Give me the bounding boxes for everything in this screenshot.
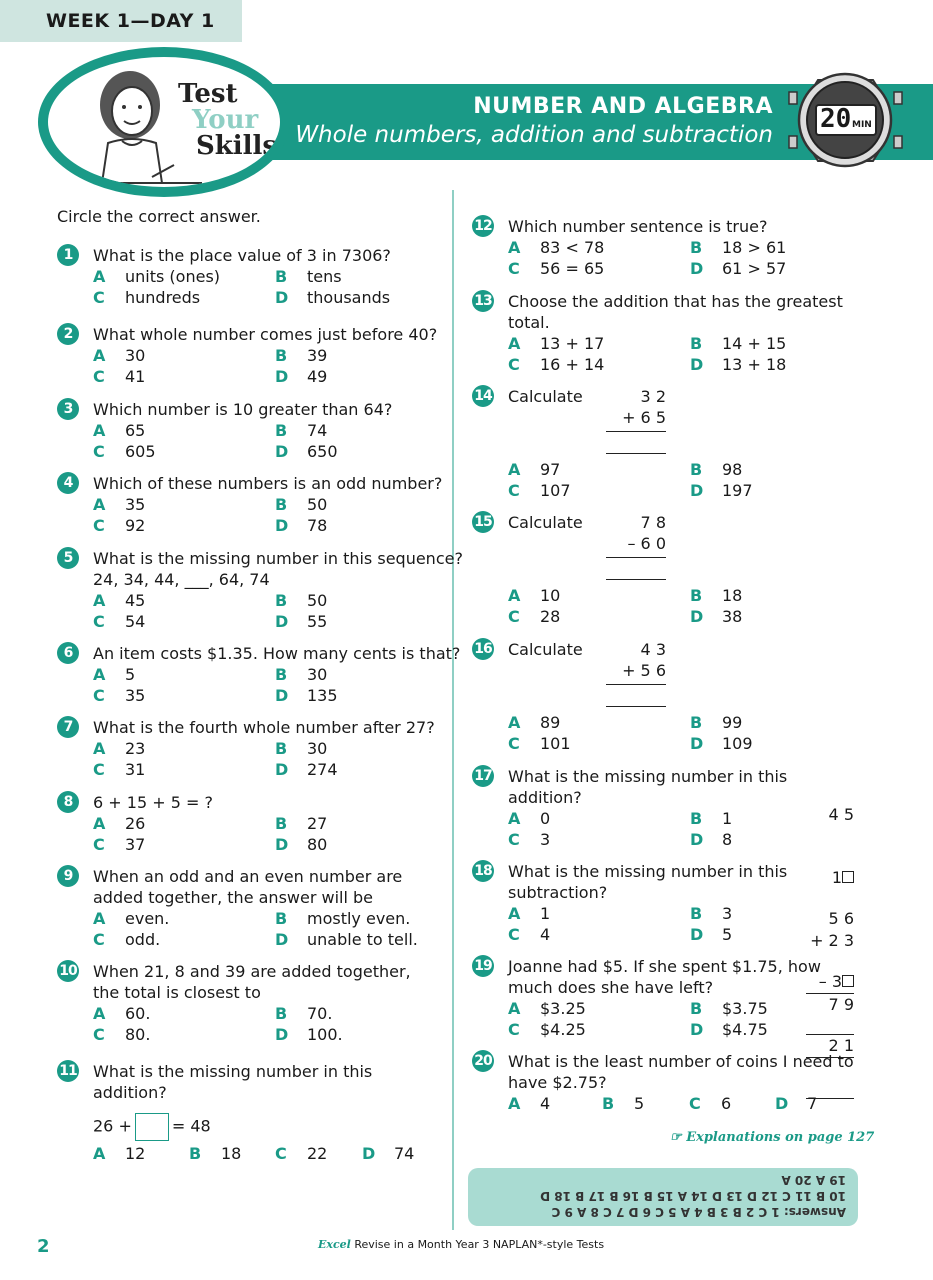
calc-line-1: 4 3 — [640, 640, 666, 659]
option-d[interactable]: D 13 + 18 — [690, 355, 787, 374]
equation — [93, 1113, 372, 1141]
question-1 — [63, 245, 391, 308]
explanations-text: Explanations on page 127 — [686, 1130, 875, 1145]
option-c[interactable]: C 6 — [689, 1094, 732, 1113]
topic-subtitle: Whole numbers, addition and subtraction — [295, 122, 773, 148]
question-5 — [63, 548, 463, 632]
option-a[interactable]: A 83 < 78 — [508, 238, 605, 257]
option-d[interactable]: D 100. — [275, 1025, 343, 1044]
question-9 — [63, 866, 418, 950]
question-number: 18 — [472, 860, 494, 882]
option-c[interactable]: C 92 — [93, 516, 146, 535]
option-d[interactable]: D 78 — [275, 516, 328, 535]
logo-text — [178, 81, 277, 159]
option-d[interactable]: D 74 — [362, 1144, 415, 1163]
question-text-line-2: subtraction? — [508, 883, 608, 902]
vert-line-3: + 2 3 — [810, 931, 854, 950]
option-a[interactable]: A units (ones) — [93, 267, 221, 286]
question-text: What whole number comes just before 40? — [93, 325, 438, 344]
vert-line-2: – 3 — [806, 971, 854, 992]
option-c[interactable]: C 37 — [93, 835, 146, 854]
question-20 — [474, 1051, 854, 1114]
calc-line-2: + 5 6 — [622, 661, 666, 680]
option-d[interactable]: D 650 — [275, 442, 338, 461]
option-b[interactable]: B 30 — [275, 665, 328, 684]
vert-line-4: 7 9 — [806, 993, 854, 1015]
option-b[interactable]: B 18 > 61 — [690, 238, 787, 257]
calc-rule — [606, 684, 666, 685]
question-text-line-2: 24, 34, 44, ___, 64, 74 — [93, 570, 270, 589]
option-d[interactable]: D 49 — [275, 367, 328, 386]
question-text: 6 + 15 + 5 = ? — [93, 793, 213, 812]
equation-right: = 48 — [171, 1116, 211, 1136]
option-d[interactable]: D thousands — [275, 288, 391, 307]
option-c[interactable]: C 54 — [93, 612, 146, 631]
answer-rule — [606, 453, 666, 454]
answer-box[interactable] — [135, 1113, 169, 1141]
option-d[interactable]: D 55 — [275, 612, 328, 631]
option-b[interactable]: B 1 — [690, 809, 733, 828]
option-a[interactable]: A 89 — [508, 713, 561, 732]
question-14 — [474, 386, 848, 511]
answers-line-3: 19 A 20 A — [781, 1173, 846, 1187]
option-d[interactable]: D unable to tell. — [275, 930, 418, 949]
option-c[interactable]: C 605 — [93, 442, 156, 461]
question-text: What is the missing number in this sequence? — [93, 549, 463, 568]
question-text-line-2: addition? — [93, 1083, 167, 1102]
question-11 — [59, 1061, 415, 1164]
question-text-line-2: much does she have left? — [508, 978, 714, 997]
option-b[interactable]: B 18 — [189, 1144, 242, 1163]
question-text-line-2: the total is closest to — [93, 983, 261, 1002]
option-c[interactable]: C 56 = 65 — [508, 259, 605, 278]
question-text: Which of these numbers is an odd number? — [93, 474, 443, 493]
option-b[interactable]: B 50 — [275, 495, 328, 514]
question-text: What is the fourth whole number after 27? — [93, 718, 435, 737]
option-d[interactable]: D 8 — [690, 830, 733, 849]
option-b[interactable]: B 74 — [275, 421, 328, 440]
option-a[interactable]: A 30 — [93, 346, 146, 365]
option-b[interactable]: B 99 — [690, 713, 743, 732]
vert-line-1: 5 6 — [828, 909, 854, 928]
logo-line-2: Your — [192, 105, 259, 135]
stopwatch-icon — [783, 58, 908, 183]
question-text: What is the missing number in this — [508, 767, 788, 786]
answer-rule — [606, 579, 666, 580]
question-text: What is the least number of coins I need to — [508, 1052, 854, 1071]
question-text: Calculate — [508, 513, 583, 532]
question-text: Which number sentence is true? — [508, 217, 768, 236]
option-c[interactable]: C 4 — [508, 925, 551, 944]
option-c[interactable]: C 41 — [93, 367, 146, 386]
option-d[interactable]: D $4.75 — [690, 1020, 768, 1039]
footer — [318, 1238, 604, 1251]
answers-line-1: Answers: 1 C 2 B 3 B 4 A 5 C 6 D 7 C 8 A 9 C — [551, 1205, 846, 1219]
question-text: Which number is 10 greater than 64? — [93, 400, 393, 419]
column-divider — [452, 190, 454, 1230]
option-b[interactable]: B mostly even. — [275, 909, 411, 928]
option-b[interactable]: B 39 — [275, 346, 328, 365]
vert-line-2: 1 — [806, 867, 854, 888]
page-number: 2 — [37, 1236, 50, 1257]
option-b[interactable]: B $3.75 — [690, 999, 768, 1018]
option-b[interactable]: B 98 — [690, 460, 743, 479]
option-b[interactable]: B 14 + 15 — [690, 334, 787, 353]
instruction: Circle the correct answer. — [57, 207, 261, 226]
option-b[interactable]: B tens — [275, 267, 342, 286]
option-a[interactable]: A 35 — [93, 495, 146, 514]
option-a[interactable]: A $3.25 — [508, 999, 586, 1018]
calc-line-2: – 6 0 — [627, 534, 666, 553]
option-c[interactable]: C 31 — [93, 760, 146, 779]
option-c[interactable]: C odd. — [93, 930, 161, 949]
question-6 — [63, 643, 461, 706]
option-c[interactable]: C 28 — [508, 607, 561, 626]
question-16 — [474, 639, 848, 764]
option-c[interactable]: C 107 — [508, 481, 571, 500]
option-c[interactable]: C 16 + 14 — [508, 355, 605, 374]
option-c[interactable]: C 80. — [93, 1025, 151, 1044]
question-number: 16 — [472, 638, 494, 660]
question-12 — [474, 216, 787, 279]
option-c[interactable]: C 3 — [508, 830, 551, 849]
vert-line-1: 4 5 — [828, 805, 854, 824]
option-d[interactable]: D 274 — [275, 760, 338, 779]
explanations-link[interactable] — [670, 1130, 874, 1145]
option-c[interactable]: C hundreds — [93, 288, 201, 307]
question-number: 8 — [57, 791, 79, 813]
question-19 — [474, 956, 821, 1040]
option-b[interactable]: B 30 — [275, 739, 328, 758]
option-a[interactable]: A 1 — [508, 904, 551, 923]
calc-rule — [606, 557, 666, 558]
question-number: 7 — [57, 716, 79, 738]
answers-line-2: 10 B 11 C 12 D 13 D 14 A 15 B 16 B 17 B 18 D — [540, 1189, 846, 1203]
question-number: 5 — [57, 547, 79, 569]
equation-left: 26 + — [93, 1116, 132, 1136]
question-text: Joanne had $5. If she spent $1.75, how — [508, 957, 821, 976]
option-b[interactable]: B 18 — [690, 586, 743, 605]
question-number: 13 — [472, 290, 494, 312]
option-b[interactable]: B 27 — [275, 814, 328, 833]
question-number: 17 — [472, 765, 494, 787]
question-text: An item costs $1.35. How many cents is that? — [93, 644, 461, 663]
answer-key — [468, 1168, 858, 1226]
question-number: 19 — [472, 955, 494, 977]
question-7 — [63, 717, 435, 780]
option-a[interactable]: A 23 — [93, 739, 146, 758]
option-b[interactable]: B 70. — [275, 1004, 333, 1023]
question-17 — [474, 766, 788, 850]
question-number: 6 — [57, 642, 79, 664]
answer-rule — [606, 706, 666, 707]
option-d[interactable]: D 7 — [775, 1094, 818, 1113]
option-d[interactable]: D 109 — [690, 734, 753, 753]
option-a[interactable]: A 60. — [93, 1004, 151, 1023]
timer-unit: MIN — [852, 120, 872, 130]
question-number: 15 — [472, 511, 494, 533]
option-c[interactable]: C 101 — [508, 734, 571, 753]
option-b[interactable]: B 5 — [602, 1094, 645, 1113]
question-18 — [474, 861, 788, 945]
calc-rule — [606, 431, 666, 432]
calc-line-1: 3 2 — [640, 387, 666, 406]
question-number: 2 — [57, 323, 79, 345]
option-a[interactable]: A 10 — [508, 586, 561, 605]
calc-line-2: + 6 5 — [622, 408, 666, 427]
option-d[interactable]: D 61 > 57 — [690, 259, 787, 278]
question-text: When an odd and an even number are — [93, 867, 403, 886]
option-c[interactable]: C 22 — [275, 1144, 328, 1163]
topic-title: NUMBER AND ALGEBRA — [473, 94, 773, 119]
option-a[interactable]: A 5 — [93, 665, 136, 684]
test-your-skills-logo — [38, 47, 290, 197]
question-text-line-2: total. — [508, 313, 550, 332]
question-13 — [474, 291, 843, 375]
question-4 — [63, 473, 443, 536]
question-3 — [63, 399, 393, 462]
question-2 — [63, 324, 438, 387]
option-d[interactable]: D 80 — [275, 835, 328, 854]
calc-line-1: 7 8 — [640, 513, 666, 532]
question-text: Calculate — [508, 387, 583, 406]
question-text: Choose the addition that has the greatest — [508, 292, 843, 311]
option-a[interactable]: A 12 — [93, 1144, 146, 1163]
question-text-line-2: have $2.75? — [508, 1073, 607, 1092]
question-10 — [59, 961, 411, 1045]
option-d[interactable]: D 135 — [275, 686, 338, 705]
logo-line-3: Skills — [196, 131, 278, 161]
question-text: What is the missing number in this — [93, 1062, 373, 1081]
option-a[interactable]: A 4 — [508, 1094, 551, 1113]
question-text: What is the missing number in this — [508, 862, 788, 881]
question-number: 11 — [57, 1060, 79, 1082]
brand-name: Excel — [318, 1238, 351, 1251]
option-a[interactable]: A 13 + 17 — [508, 334, 605, 353]
question-number: 1 — [57, 244, 79, 266]
question-number: 14 — [472, 385, 494, 407]
option-a[interactable]: A even. — [93, 909, 170, 928]
book-title: Revise in a Month Year 3 NAPLAN*-style Tests — [354, 1238, 605, 1251]
question-text-line-2: addition? — [508, 788, 582, 807]
pointing-hand-icon: ☞ — [670, 1130, 687, 1145]
missing-digit-box — [842, 975, 854, 987]
question-text-line-2: added together, the answer will be — [93, 888, 373, 907]
question-number: 4 — [57, 472, 79, 494]
option-a[interactable]: A 97 — [508, 460, 561, 479]
option-a[interactable]: A 45 — [93, 591, 146, 610]
timer-value: 20 — [820, 104, 852, 134]
question-number: 3 — [57, 398, 79, 420]
option-d[interactable]: D 38 — [690, 607, 743, 626]
option-d[interactable]: D 197 — [690, 481, 753, 500]
question-text: What is the place value of 3 in 7306? — [93, 246, 391, 265]
question-number: 9 — [57, 865, 79, 887]
option-a[interactable]: A 65 — [93, 421, 146, 440]
option-a[interactable]: A 26 — [93, 814, 146, 833]
question-number: 10 — [57, 960, 79, 982]
week-day-label: WEEK 1—DAY 1 — [0, 0, 242, 42]
question-text: Calculate — [508, 640, 583, 659]
option-a[interactable]: A 0 — [508, 809, 551, 828]
question-number: 12 — [472, 215, 494, 237]
option-d[interactable]: D 5 — [690, 925, 733, 944]
option-b[interactable]: B 3 — [690, 904, 733, 923]
question-number: 20 — [472, 1050, 494, 1072]
question-15 — [474, 512, 848, 637]
option-b[interactable]: B 50 — [275, 591, 328, 610]
vert-line-3: 2 1 — [806, 1034, 854, 1056]
question-text: When 21, 8 and 39 are added together, — [93, 962, 411, 981]
option-c[interactable]: C 35 — [93, 686, 146, 705]
option-c[interactable]: C $4.25 — [508, 1020, 586, 1039]
question-8 — [63, 792, 328, 855]
logo-line-1: Test — [178, 79, 238, 109]
